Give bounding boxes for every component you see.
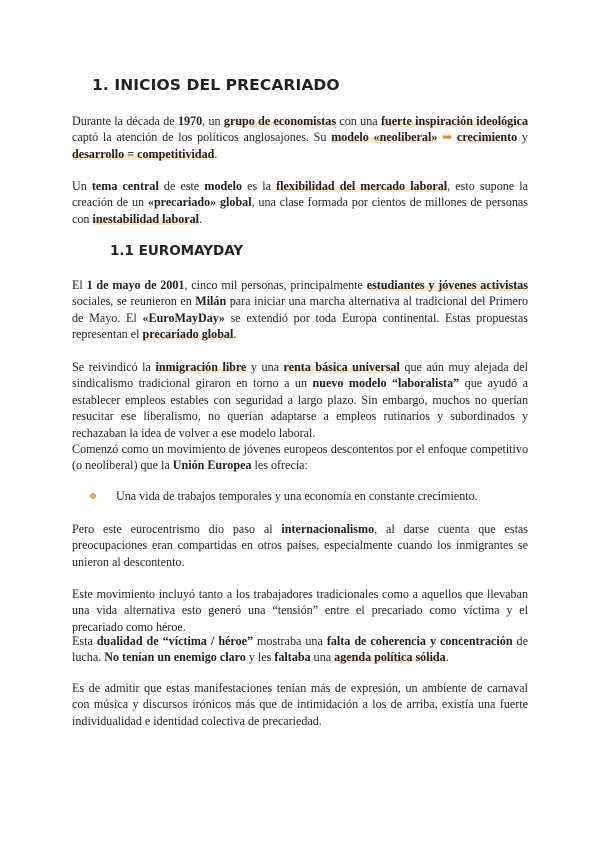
text: una bbox=[310, 650, 335, 665]
bold-text: faltaba bbox=[274, 650, 311, 665]
highlighted-bold-text: modelo «neoliberal» bbox=[331, 130, 438, 145]
highlighted-bold-text: inmigración libre bbox=[155, 360, 247, 374]
text: Este movimiento incluyó tanto a los trabajadores tradicionales como a aquellos que llevaban una vida alternativa esto generó una “tensión” entre el precariado como víctima y el precariado como héroe. bbox=[72, 587, 528, 634]
text: Pero este eurocentrismo dio paso al bbox=[72, 522, 282, 536]
bold-text: tema central bbox=[91, 179, 159, 193]
text: con una bbox=[336, 114, 381, 128]
bold-text: nuevo modelo “laboralista” bbox=[312, 376, 460, 391]
paragraph-internacionalismo bbox=[72, 521, 528, 570]
text: es la bbox=[242, 179, 277, 193]
highlighted-bold-text: grupo de economistas bbox=[223, 114, 337, 128]
heading-inicios-del-precariado: 1. INICIOS DEL PRECARIADO bbox=[92, 76, 340, 94]
text: se extendió por toda Europa continental. Estas propuestas representan el bbox=[72, 310, 528, 342]
paragraph-tension-victima-heroe bbox=[72, 586, 528, 635]
text: Durante la década de bbox=[72, 114, 178, 128]
highlighted-bold-text: agenda política sólida bbox=[334, 650, 446, 665]
paragraph-tema-central bbox=[72, 178, 528, 227]
text: Es de admitir que estas manifestaciones tenían más de expresión, un ambiente de carnaval con música y discursos irónicos más que de intimidación a los de arriba, existía una fuerte individualidad e identidad colectiva de precariedad. bbox=[72, 681, 528, 728]
bullet-dot-icon bbox=[90, 493, 96, 499]
text: , esto supone la creación de un bbox=[72, 179, 528, 210]
text: , cinco mil personas, principalmente bbox=[184, 278, 367, 292]
highlighted-bold-text: precariado global bbox=[142, 327, 234, 342]
text: y les bbox=[245, 650, 275, 665]
text: . bbox=[233, 327, 237, 342]
bold-text: «precariado» global bbox=[147, 195, 252, 210]
bold-text: 1 de mayo de 2001 bbox=[86, 278, 185, 292]
highlighted-bold-text: flexibilidad del mercado laboral bbox=[276, 179, 448, 193]
highlighted-bold-text: estudiantes y jóvenes activistas bbox=[366, 278, 528, 292]
text: El bbox=[72, 278, 87, 292]
text: Comenzó como un movimiento de jóvenes europeos descontentos por el enfoque competitivo (o neoliberal) que la bbox=[72, 442, 528, 473]
bold-text: 1970 bbox=[177, 114, 203, 128]
paragraph-manifestaciones bbox=[72, 680, 528, 729]
text: de este bbox=[158, 179, 205, 193]
text: y bbox=[517, 130, 528, 145]
text: Un bbox=[72, 179, 92, 193]
bold-text: falta de coherencia y concentración bbox=[326, 634, 513, 648]
list-item bbox=[94, 488, 524, 504]
text: sociales, se reunieron en bbox=[72, 294, 196, 309]
paragraph-dualidad bbox=[72, 633, 528, 666]
paragraph-1970s-economists bbox=[72, 113, 528, 162]
text: , una clase formada por cientos de millones de personas con bbox=[72, 195, 528, 226]
bold-text: Milán bbox=[195, 294, 227, 309]
text: mostraba una bbox=[253, 634, 327, 648]
text: y una bbox=[246, 360, 284, 374]
text: para iniciar una marcha alternativa al tradicional del Primero de Mayo. El bbox=[72, 294, 528, 325]
right-arrow-icon: ➡ bbox=[442, 130, 453, 145]
text: que aún muy alejada del sindicalismo tradicional giraron en torno a un bbox=[72, 360, 528, 391]
text: que ayudó a establecer empleos estables con seguridad a largo plazo. Sin embargo, muchos no querían resucitar ese liberalismo, no querían adaptarse a empleos rutinarios y subordinados y rechazaban la idea de volver a ese modelo laboral. bbox=[72, 376, 528, 440]
highlighted-bold-text: crecimiento bbox=[456, 130, 518, 145]
text: Esta bbox=[72, 634, 97, 648]
paragraph-comienzo-movimiento bbox=[72, 441, 528, 474]
text: , un bbox=[202, 114, 224, 128]
highlighted-bold-text: inestabilidad laboral bbox=[92, 211, 200, 226]
text: Se reivindicó la bbox=[72, 360, 156, 374]
bold-text: «EuroMayDay» bbox=[142, 310, 225, 325]
paragraph-1-de-mayo-2001 bbox=[72, 277, 528, 343]
bold-text: No tenían un enemigo claro bbox=[104, 650, 246, 665]
text: . bbox=[199, 211, 203, 226]
highlighted-bold-text: desarrollo = competitividad bbox=[72, 146, 215, 161]
bold-text: dualidad de “víctima / héroe” bbox=[96, 634, 254, 648]
paragraph-reivindicaciones bbox=[72, 359, 528, 441]
highlighted-bold-text: fuerte inspiración ideológica bbox=[380, 114, 528, 128]
text: captó la atención de los políticos anglosajones. Su bbox=[72, 130, 332, 145]
bold-text: modelo bbox=[204, 179, 242, 193]
text: . bbox=[214, 146, 218, 161]
list-item-text: Una vida de trabajos temporales y una economía en constante crecimiento. bbox=[116, 489, 478, 503]
highlighted-bold-text: renta básica universal bbox=[283, 360, 400, 374]
bold-text: internacionalismo bbox=[281, 522, 375, 536]
text: les ofrecía: bbox=[251, 458, 308, 473]
text: de lucha. bbox=[72, 634, 528, 665]
bold-text: Unión Europea bbox=[172, 458, 252, 473]
heading-euromayday: 1.1 EUROMAYDAY bbox=[110, 243, 244, 259]
text: , al darse cuenta que estas preocupaciones eran compartidas en otros países, especialmente cuando los inmigrantes se unieron al descontento. bbox=[72, 522, 528, 569]
text: . bbox=[445, 650, 449, 665]
